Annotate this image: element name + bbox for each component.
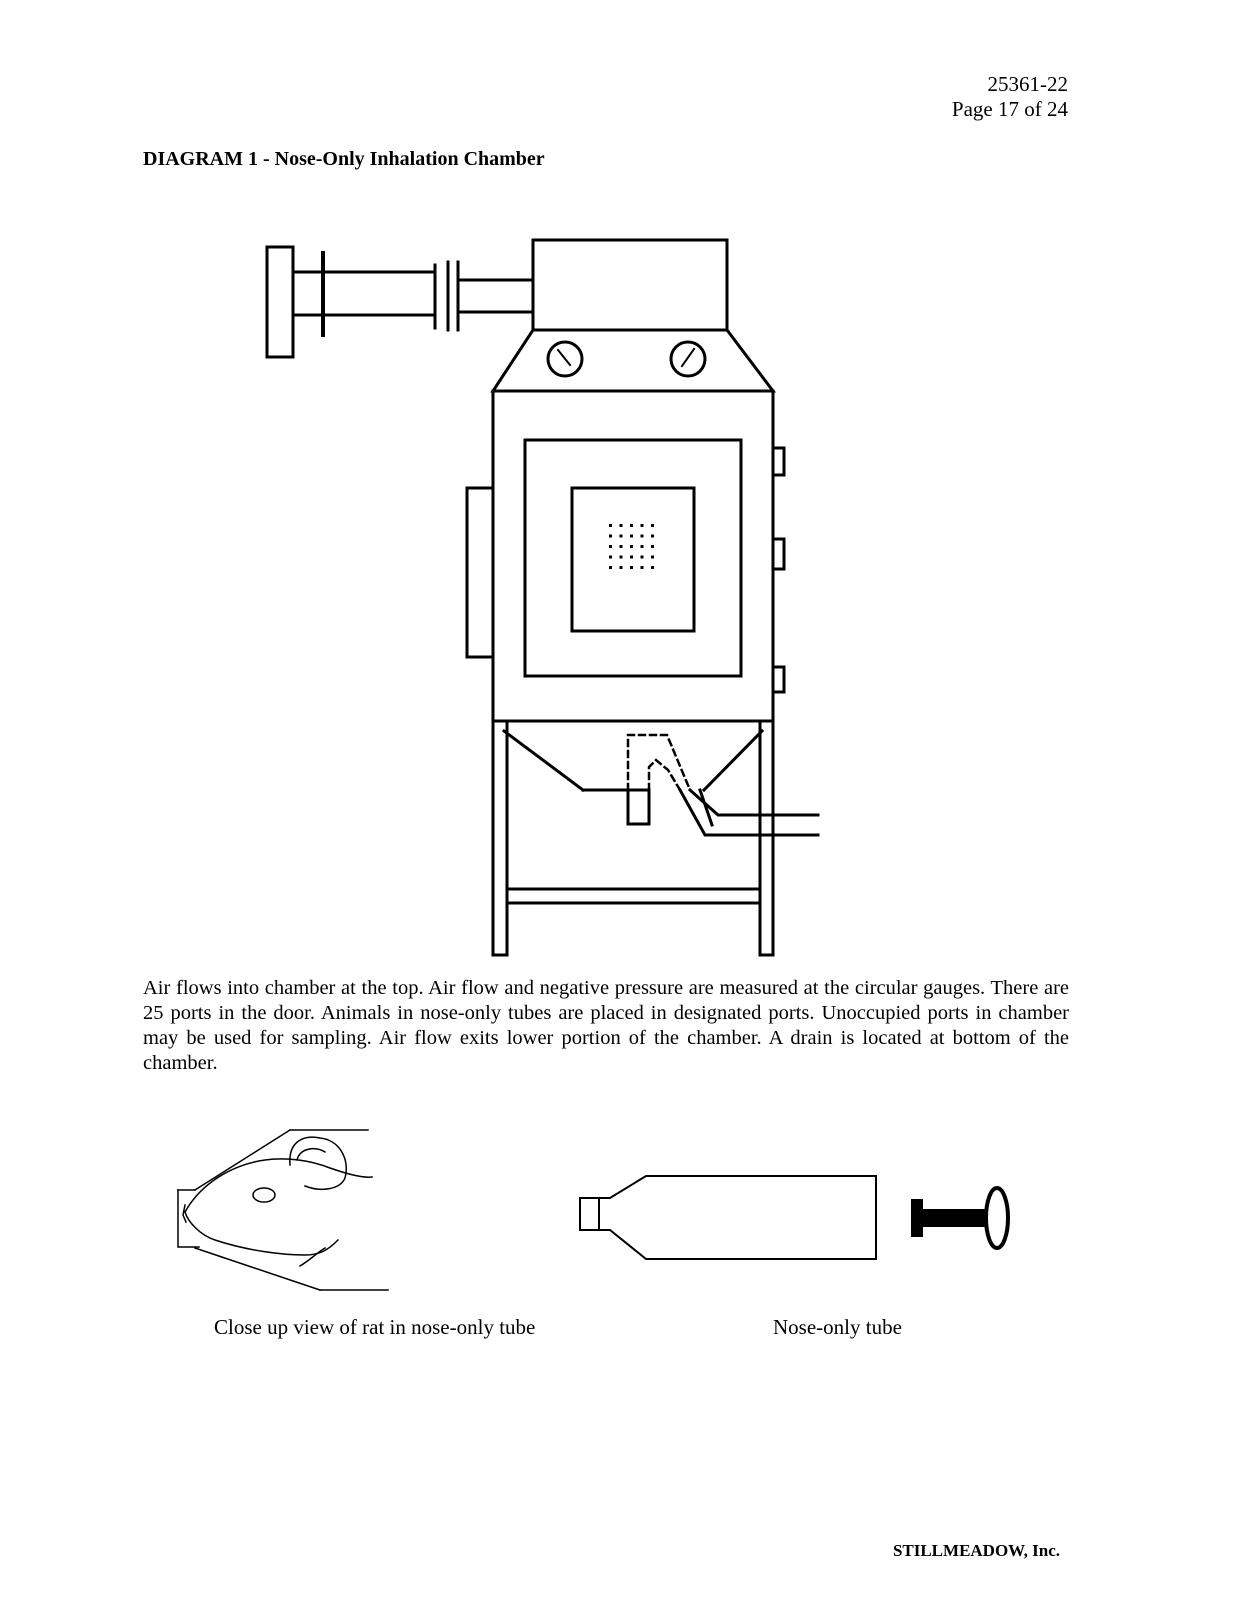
door-port xyxy=(620,566,623,569)
air-inlet-pipe xyxy=(267,247,533,357)
door-port xyxy=(620,556,623,559)
document-number: 25361-22 xyxy=(987,72,1068,96)
door-latch xyxy=(773,448,784,475)
tube-plunger xyxy=(912,1188,1008,1248)
door-port xyxy=(641,535,644,538)
door-port xyxy=(630,566,633,569)
door-port xyxy=(641,524,644,527)
door-port xyxy=(630,535,633,538)
door-latch xyxy=(773,667,784,692)
door-port xyxy=(630,524,633,527)
door-port xyxy=(651,545,654,548)
diagram-description: Air flows into chamber at the top. Air flow and negative pressure are measured at the circular gauges. There are 25 ports in the door. Animals in nose-only tubes are placed in designated ports. Unoccupied ports in chamber may be used for sampling. Air flow exits lower portion of the chamber. A drain is located at bottom of the chamber. xyxy=(143,977,1069,1074)
port-grid xyxy=(609,524,654,569)
company-footer: STILLMEADOW, Inc. xyxy=(892,1541,1060,1560)
door-port xyxy=(620,524,623,527)
door-port xyxy=(609,566,612,569)
door-port xyxy=(630,556,633,559)
rat-closeup-illustration xyxy=(178,1130,388,1290)
door-port xyxy=(609,545,612,548)
door-port xyxy=(651,566,654,569)
gauge-icon xyxy=(671,342,705,376)
door-port xyxy=(609,556,612,559)
side-panel xyxy=(467,488,493,657)
door-port xyxy=(630,545,633,548)
drain xyxy=(628,790,649,824)
chamber-cone xyxy=(504,731,762,790)
gauge-icon xyxy=(548,342,582,376)
door-port xyxy=(609,524,612,527)
page-number: Page 17 of 24 xyxy=(951,97,1068,121)
rat-closeup-caption: Close up view of rat in nose-only tube xyxy=(214,1315,536,1339)
diagram-title: DIAGRAM 1 - Nose-Only Inhalation Chamber xyxy=(143,148,545,170)
exhaust-outlet-pipe xyxy=(680,790,818,835)
nose-only-tube-illustration xyxy=(580,1176,876,1259)
door-window xyxy=(572,488,694,631)
door-port xyxy=(620,535,623,538)
door-latch xyxy=(773,539,784,569)
door-port xyxy=(651,556,654,559)
door-port xyxy=(641,556,644,559)
door-port xyxy=(641,545,644,548)
chamber-top-box xyxy=(533,240,727,330)
exhaust-duct-internal xyxy=(628,735,690,790)
nose-only-tube-caption: Nose-only tube xyxy=(773,1315,902,1339)
door-port xyxy=(641,566,644,569)
door-port xyxy=(651,524,654,527)
chamber-hood xyxy=(493,330,773,391)
door-port xyxy=(620,545,623,548)
door-port xyxy=(651,535,654,538)
door-port xyxy=(609,535,612,538)
chamber-stand xyxy=(493,721,773,955)
